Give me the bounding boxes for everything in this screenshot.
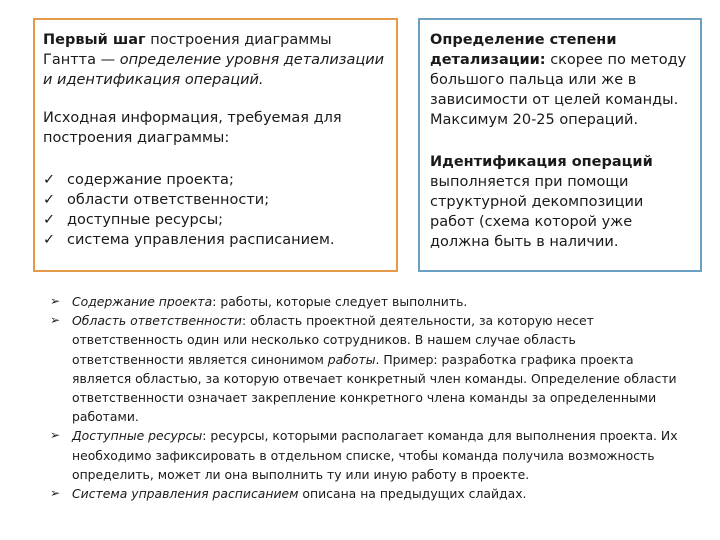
check-icon: ✓	[43, 172, 56, 188]
left-info-box	[33, 18, 398, 272]
right-paragraph-identification	[430, 152, 690, 252]
definition-term: Область ответственности	[72, 313, 242, 329]
right-paragraph-detail	[430, 30, 690, 130]
arrow-icon: ➢	[50, 313, 61, 328]
arrow-icon: ➢	[50, 428, 61, 443]
definition-text: : ресурсы, которыми располагает команда для выполнения проекта. Их необходимо зафиксировать в отдельном списке, чтобы команда получила возможность определить, может ли она выполнить ту или иную работу в проекте.	[72, 428, 678, 482]
definition-text-cont: . Пример: разработка графика проекта является областью, за которую отвечает конкретный член команды. Определение области ответственности означает закрепление конкретного члена команды за определенными работами.	[72, 351, 677, 425]
list-item-label: система управления расписанием.	[67, 232, 335, 248]
left-intro: Исходная информация, требуемая для построения диаграммы:	[43, 110, 342, 146]
left-heading-rest: построения диаграммы Гантта	[43, 32, 332, 68]
definition-term-inline: работы	[327, 351, 376, 367]
list-item	[43, 210, 388, 230]
list-item-label: доступные ресурсы;	[67, 212, 224, 228]
list-item	[43, 170, 388, 190]
list-item-label: области ответственности;	[67, 192, 270, 208]
list-item	[50, 311, 690, 426]
check-icon: ✓	[43, 232, 56, 248]
right-p2-bold: Идентификация операций	[430, 154, 653, 170]
checklist	[43, 170, 388, 250]
left-heading-italic: — определение уровня детализации и идентификация операций.	[43, 52, 385, 88]
definition-text: : работы, которые следует выполнить.	[212, 294, 468, 309]
definition-term: Содержание проекта	[72, 294, 213, 309]
list-item	[50, 484, 690, 503]
left-heading-bold: Первый шаг	[43, 32, 146, 48]
check-icon: ✓	[43, 212, 56, 228]
list-item	[50, 426, 690, 484]
right-p1-bold: Определение степени детализации:	[430, 32, 617, 68]
right-p2-rest: выполняется при помощи структурной декомпозиции работ (схема которой уже должна быть в наличии.	[430, 174, 644, 250]
list-item-label: содержание проекта;	[67, 172, 234, 188]
left-heading	[43, 30, 388, 90]
definition-term: Система управления расписанием	[72, 486, 299, 502]
definition-text: : область проектной деятельности, за которую несет ответственность один или несколько сотрудников. В нашем случае область ответственности является синонимом	[72, 313, 594, 367]
definitions-list	[50, 292, 690, 503]
arrow-icon: ➢	[50, 486, 61, 501]
definition-term: Доступные ресурсы	[72, 428, 203, 444]
list-item	[50, 292, 690, 311]
list-item	[43, 230, 388, 250]
definition-text: описана на предыдущих слайдах.	[298, 486, 527, 502]
list-item	[43, 190, 388, 210]
right-info-box	[418, 18, 702, 272]
right-p1-rest: скорее по методу большого пальца или же в зависимости от целей команды. Максимум 20-25 операций.	[430, 52, 687, 128]
arrow-icon: ➢	[50, 294, 61, 308]
check-icon: ✓	[43, 192, 56, 208]
